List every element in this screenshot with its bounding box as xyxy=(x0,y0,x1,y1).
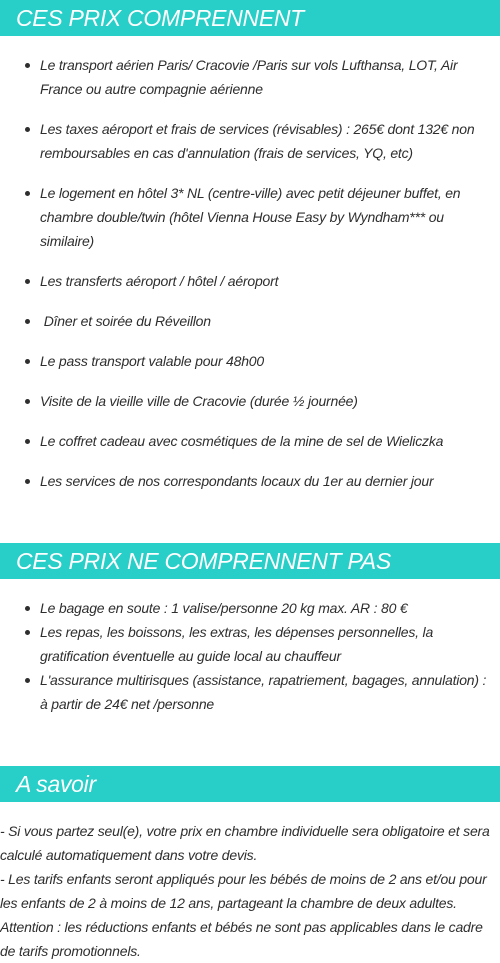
bullet-icon xyxy=(25,127,30,132)
list-item-text: Dîner et soirée du Réveillon xyxy=(40,313,211,329)
info-text-block xyxy=(0,819,500,963)
info-paragraph: - Si vous partez seul(e), votre prix en chambre individuelle sera obligatoire et sera calculé automatiquement dans votre devis. xyxy=(0,823,490,863)
info-paragraph: - Les tarifs enfants seront appliqués pour les bébés de moins de 2 ans et/ou pour les enfants de 2 à moins de 12 ans, partageant la chambre de deux adultes. xyxy=(0,871,487,911)
excluded-list xyxy=(0,596,500,716)
included-list xyxy=(0,53,500,509)
bullet-icon xyxy=(25,439,30,444)
section-title-included: CES PRIX COMPRENNENT xyxy=(16,5,304,31)
bullet-icon xyxy=(25,191,30,196)
section-title-info: A savoir xyxy=(16,771,96,797)
list-item xyxy=(0,117,500,165)
bullet-icon xyxy=(25,630,30,635)
list-item-text: Le coffret cadeau avec cosmétiques de la mine de sel de Wieliczka xyxy=(40,433,444,449)
list-item-text: Le pass transport valable pour 48h00 xyxy=(40,353,264,369)
list-item xyxy=(0,309,500,333)
list-item-text: Visite de la vieille ville de Cracovie (durée ½ journée) xyxy=(40,393,358,409)
bullet-icon xyxy=(25,279,30,284)
list-item-text: Le logement en hôtel 3* NL (centre-ville) avec petit déjeuner buffet, en chambre double/twin (hôtel Vienna House Easy by Wyndham*** ou similaire) xyxy=(40,185,461,249)
list-item xyxy=(0,389,500,413)
list-item xyxy=(0,429,500,453)
bullet-icon xyxy=(25,63,30,68)
list-item xyxy=(0,269,500,293)
section-header-info xyxy=(0,766,500,802)
bullet-icon xyxy=(25,479,30,484)
section-title-excluded: CES PRIX NE COMPRENNENT PAS xyxy=(16,548,391,574)
bullet-icon xyxy=(25,678,30,683)
list-item xyxy=(0,620,500,668)
list-item-text: Le transport aérien Paris/ Cracovie /Paris sur vols Lufthansa, LOT, Air France ou autre compagnie aérienne xyxy=(40,57,458,97)
list-item-text: L'assurance multirisques (assistance, rapatriement, bagages, annulation) : à partir de 24€ net /personne xyxy=(40,672,487,712)
list-item-text: Le bagage en soute : 1 valise/personne 20 kg max. AR : 80 € xyxy=(40,600,408,616)
list-item-text: Les services de nos correspondants locaux du 1er au dernier jour xyxy=(40,473,434,489)
list-item-text: Les transferts aéroport / hôtel / aéroport xyxy=(40,273,279,289)
list-item xyxy=(0,668,500,716)
list-item xyxy=(0,181,500,253)
list-item-text: Les repas, les boissons, les extras, les dépenses personnelles, la gratification éventuelle au guide local au chauffeur xyxy=(40,624,434,664)
list-item xyxy=(0,469,500,493)
section-header-included xyxy=(0,0,500,36)
info-paragraph: Attention : les réductions enfants et bébés ne sont pas applicables dans le cadre de tarifs promotionnels. xyxy=(0,919,483,959)
list-item xyxy=(0,53,500,101)
bullet-icon xyxy=(25,359,30,364)
list-item xyxy=(0,596,500,620)
section-header-excluded xyxy=(0,543,500,579)
list-item-text: Les taxes aéroport et frais de services (révisables) : 265€ dont 132€ non remboursables en cas d'annulation (frais de services, YQ, etc) xyxy=(40,121,475,161)
bullet-icon xyxy=(25,606,30,611)
list-item xyxy=(0,349,500,373)
bullet-icon xyxy=(25,319,30,324)
bullet-icon xyxy=(25,399,30,404)
